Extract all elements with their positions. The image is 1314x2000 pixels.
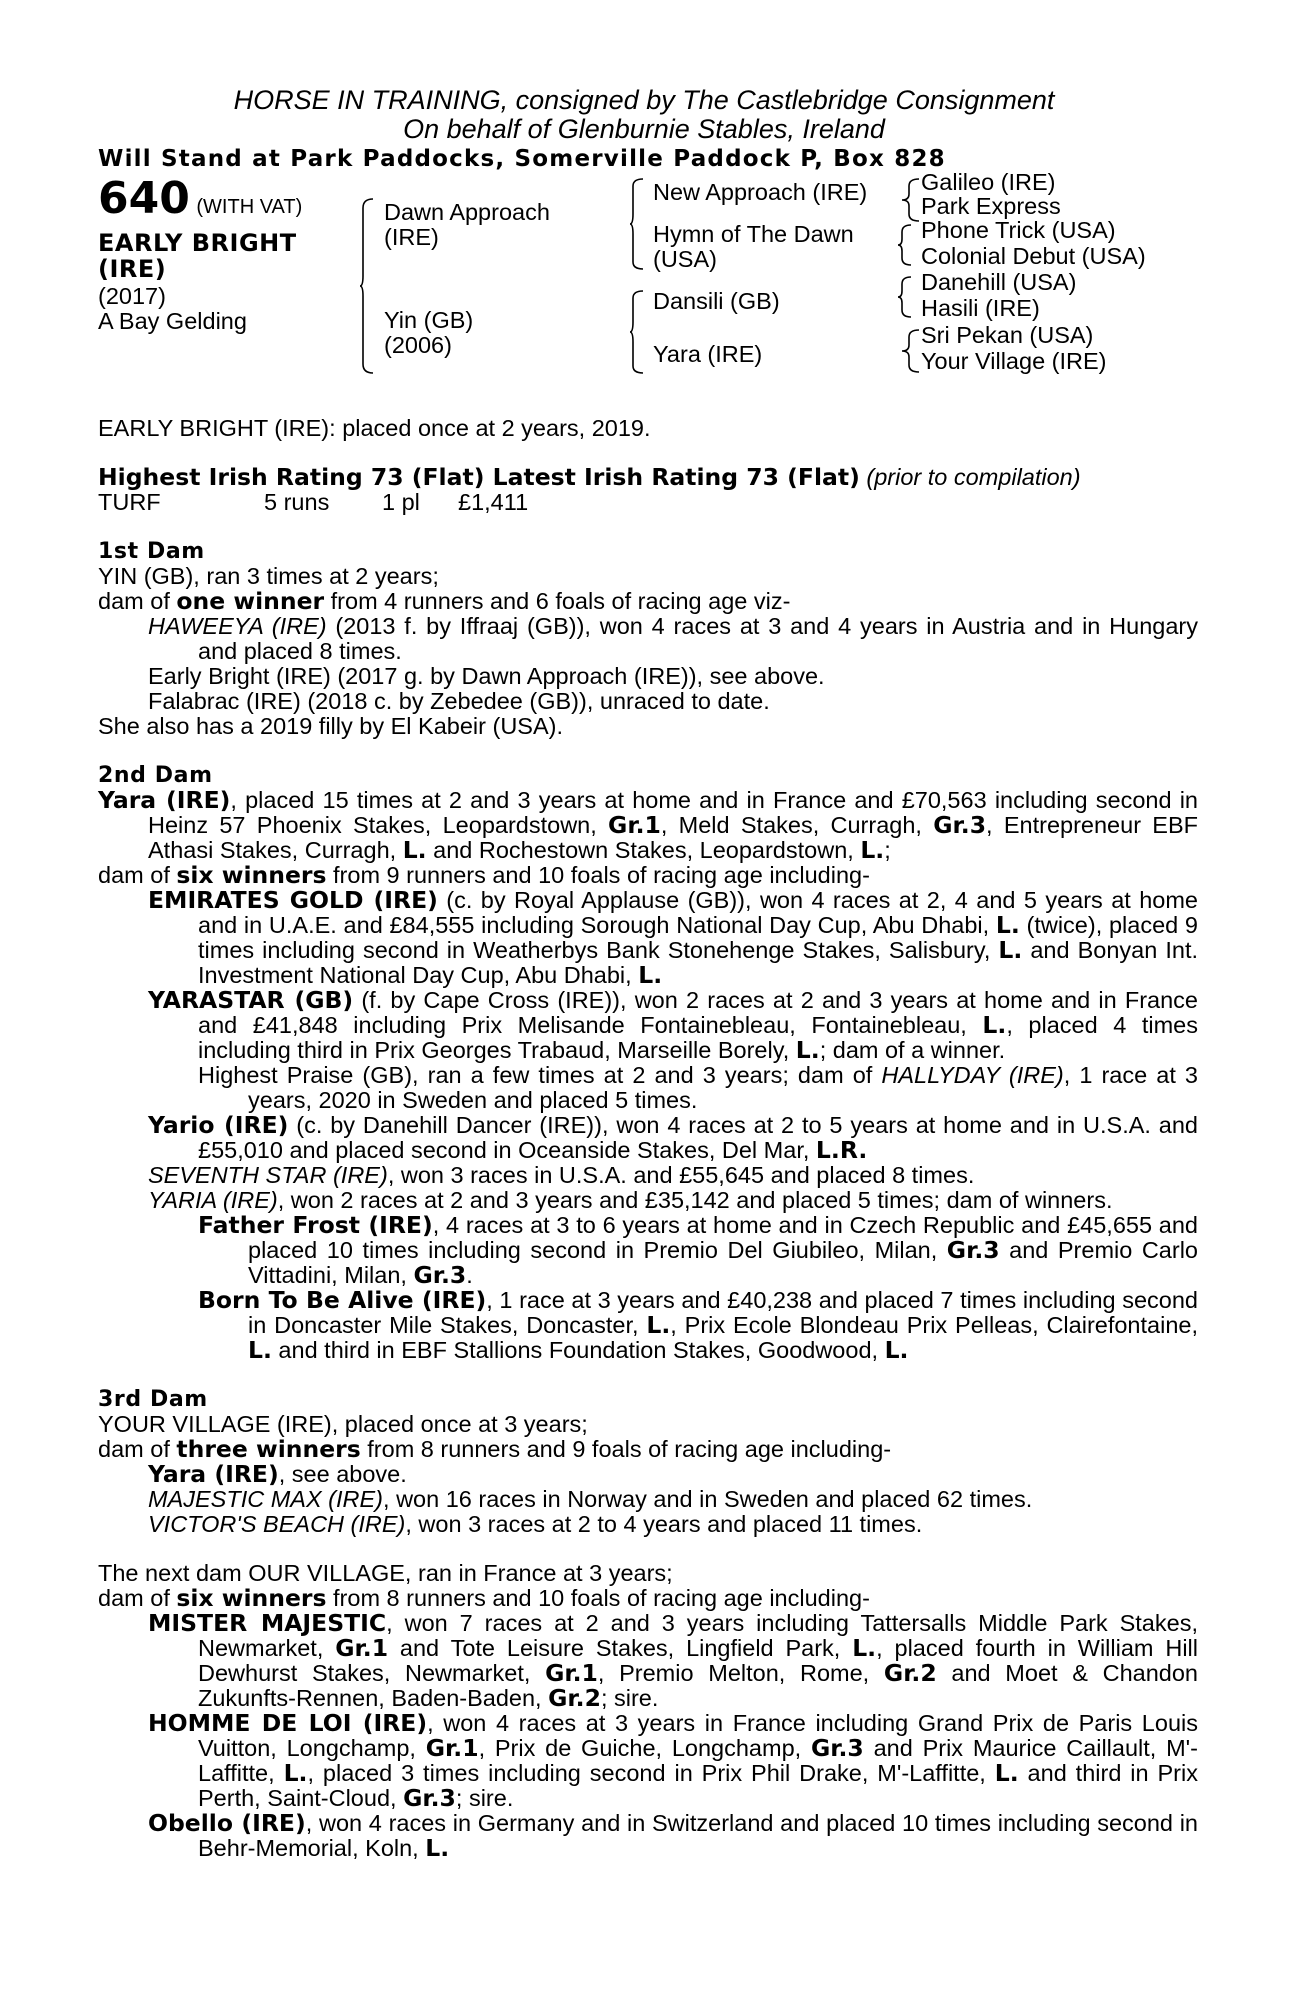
listed-grade: L. — [998, 936, 1023, 964]
text: and Premio Carlo Vittadini, Milan, — [248, 1237, 1198, 1288]
text: , Prix Ecole Blondeau Prix Pelleas, Clairefontaine, — [670, 1312, 1198, 1338]
text: , won 2 races at 2 and 3 years and £35,142 and placed 5 times; dam of winners. — [277, 1187, 1113, 1213]
dam-line1: Yin (GB) — [384, 307, 474, 333]
produce-majestic-max — [98, 1487, 1198, 1512]
third-dam-intro: YOUR VILLAGE (IRE), placed once at 3 years; — [98, 1411, 588, 1437]
winners-count: six winners — [176, 861, 327, 889]
group-grade: Gr.3 — [413, 1261, 467, 1289]
produce-seventh-star — [98, 1163, 1198, 1188]
text: , won 7 races at 2 and 3 years including Tattersalls Middle Park Stakes, Newmarket, — [198, 1610, 1198, 1661]
produce-falabrac: Falabrac (IRE) (2018 c. by Zebedee (GB)), unraced to date. — [148, 688, 770, 714]
text: and Moet & Chandon Zukunfts-Rennen, Baden-Baden, — [198, 1660, 1199, 1711]
group-grade: Gr.2 — [883, 1659, 937, 1687]
ss-dam: Park Express — [921, 193, 1061, 219]
produce-emirates-gold — [98, 888, 1198, 988]
horse-name: Obello (IRE) — [148, 1809, 306, 1837]
text: and Rochestown Stakes, Leopardstown, — [426, 837, 861, 863]
text: , won 3 races at 2 to 4 years and placed 11 times. — [405, 1511, 923, 1537]
vat-note: (WITH VAT) — [196, 196, 303, 218]
runs: 5 runs — [264, 489, 330, 515]
group-grade: Gr.2 — [548, 1684, 601, 1712]
text: , won 4 races in Germany and in Switzerland and placed 10 times including second in Behr-Memorial, Koln, — [198, 1810, 1198, 1861]
text: , see above. — [278, 1461, 407, 1487]
text: , Meld Stakes, Curragh, — [660, 812, 934, 838]
first-dam-intro: YIN (GB), ran 3 times at 2 years; — [98, 563, 439, 589]
text: , placed fourth in William Hill Dewhurst Stakes, Newmarket, — [198, 1635, 1198, 1686]
ds-sire: Danehill (USA) — [921, 269, 1077, 295]
text: dam of — [98, 1585, 177, 1611]
horse-name: HALLYDAY (IRE) — [881, 1062, 1064, 1088]
horse-name: YARASTAR (GB) — [148, 986, 354, 1014]
text: and Prix Maurice Caillault, M'-Laffitte, — [198, 1735, 1198, 1786]
text: , Entrepreneur EBF Athasi Stakes, Curragh, — [148, 812, 1198, 863]
text: , placed 3 times including second in Prix Phil Drake, M'-Laffitte, — [307, 1760, 995, 1786]
produce-yarastar — [98, 988, 1198, 1063]
lot-number-line — [98, 173, 303, 224]
horse-name-line2: (IRE) — [98, 255, 167, 283]
ss-sire: Galileo (IRE) — [921, 169, 1056, 195]
text: ; — [884, 837, 891, 863]
race-summary: EARLY BRIGHT (IRE): placed once at 2 years, 2019. — [98, 415, 651, 441]
text: dam of — [98, 862, 177, 888]
produce-yaria — [98, 1188, 1198, 1213]
dam-sire: Dansili (GB) — [653, 288, 780, 314]
listed-grade: L. — [995, 911, 1020, 939]
text: and third in Prix Perth, Saint-Cloud, — [198, 1760, 1198, 1811]
horse-name: HOMME DE LOI (IRE) — [148, 1709, 428, 1737]
listed-grade: L. — [283, 1759, 308, 1787]
sire-line1: Dawn Approach — [384, 199, 550, 225]
dd-sire: Sri Pekan (USA) — [921, 322, 1094, 348]
produce-victors-beach — [98, 1512, 1198, 1537]
dd-dam: Your Village (IRE) — [921, 348, 1107, 374]
text: ; dam of a winner. — [819, 1037, 1006, 1063]
text: (twice), placed 9 times including second in Weatherbys Bank Stonehenge Stakes, Salisbury, — [198, 912, 1198, 963]
text: , won 4 races at 3 years in France including Grand Prix de Paris Louis Vuitton, Longchamp, — [198, 1710, 1198, 1761]
listed-grade: L.R. — [815, 1136, 868, 1164]
horse-name: SEVENTH STAR (IRE) — [148, 1162, 388, 1188]
horse-name: Father Frost (IRE) — [198, 1211, 433, 1239]
listed-grade: L. — [425, 1834, 450, 1862]
listed-grade: L. — [646, 1311, 671, 1339]
text: , Premio Melton, Rome, — [597, 1660, 884, 1686]
sd-dam: Colonial Debut (USA) — [921, 243, 1146, 269]
horse-name: HAWEEYA (IRE) — [148, 613, 327, 639]
text: and Tote Leisure Stakes, Lingfield Park, — [388, 1635, 853, 1661]
sire-dam-line1: Hymn of The Dawn — [653, 221, 854, 247]
text: (c. by Danehill Dancer (IRE)), won 4 races at 2 to 5 years at home and in U.S.A. and £55,010 and placed second in Oceanside Stakes, Del Mar, — [198, 1112, 1198, 1163]
first-dam-heading: 1st Dam — [98, 539, 205, 564]
text: Highest Praise (GB), ran a few times at 2 and 3 years; dam of — [198, 1062, 882, 1088]
group-grade: Gr.1 — [425, 1734, 479, 1762]
dam-line2: (2006) — [384, 332, 452, 358]
dd-bracket — [898, 329, 920, 373]
second-dam-produce-summary — [98, 863, 1198, 888]
listed-grade: L. — [994, 1759, 1019, 1787]
group-grade: Gr.1 — [335, 1634, 389, 1662]
sire-dam — [653, 222, 854, 272]
sd-bracket — [898, 224, 912, 266]
text: dam of — [98, 1436, 177, 1462]
winners-count: six winners — [176, 1584, 327, 1612]
second-dam-heading: 2nd Dam — [98, 763, 213, 788]
ds-dam: Hasili (IRE) — [921, 295, 1040, 321]
produce-yara — [98, 1462, 1198, 1487]
horse-name: Yario (IRE) — [148, 1111, 289, 1139]
turf-record — [98, 490, 1198, 515]
text: , Prix de Guiche, Longchamp, — [478, 1735, 811, 1761]
stand-location: Will Stand at Park Paddocks, Somerville Paddock P, Box 828 — [98, 146, 946, 172]
text: (2013 f. by Iffraaj (GB)), won 4 races at 3 and 4 years in Austria and in Hungary and placed 8 times. — [198, 613, 1198, 664]
ds-bracket — [898, 276, 912, 318]
horse-description: A Bay Gelding — [98, 308, 247, 334]
placings: 1 pl — [382, 489, 420, 515]
text: dam of — [98, 588, 177, 614]
text: from 8 runners and 10 foals of racing age including- — [326, 1585, 870, 1611]
group-grade: Gr.3 — [933, 811, 987, 839]
horse-name: MISTER MAJESTIC — [148, 1609, 387, 1637]
earnings: £1,411 — [458, 489, 529, 515]
sire-dam-line2: (USA) — [653, 246, 717, 272]
produce-yario — [98, 1113, 1198, 1163]
sire-sire: New Approach (IRE) — [653, 179, 868, 205]
produce-highest-praise — [98, 1063, 1198, 1113]
listed-grade: L. — [860, 836, 885, 864]
sd-sire: Phone Trick (USA) — [921, 217, 1116, 243]
text: (c. by Royal Applause (GB)), won 4 races at 2, 4 and 5 years at home and in U.A.E. and £84,555 including Sorough National Day Cup, Abu Dhabi, — [198, 887, 1198, 938]
foaling-year: (2017) — [98, 283, 166, 309]
next-dam-intro: The next dam OUR VILLAGE, ran in France at 3 years; — [98, 1560, 673, 1586]
produce-haweeya — [98, 614, 1198, 664]
sire-parents-bracket — [630, 178, 644, 270]
lot-number: 640 — [98, 173, 190, 224]
listed-grade: L. — [402, 836, 427, 864]
third-dam-heading: 3rd Dam — [98, 1387, 208, 1412]
produce-obello — [98, 1811, 1198, 1861]
pedigree-block — [98, 169, 1198, 416]
listed-grade: L. — [852, 1634, 877, 1662]
group-grade: Gr.3 — [810, 1734, 864, 1762]
text: , placed 15 times at 2 and 3 years at home and in France and £70,563 including second in Heinz 57 Phoenix Stakes, Leopardstown, — [148, 787, 1198, 838]
text: from 8 runners and 9 foals of racing age including- — [360, 1436, 892, 1462]
horse-name: Yara (IRE) — [148, 1460, 279, 1488]
group-grade: Gr.1 — [608, 811, 661, 839]
listed-grade: L. — [795, 1036, 820, 1064]
sire-line2: (IRE) — [384, 224, 439, 250]
yara-entry — [98, 788, 1198, 863]
on-behalf-line: On behalf of Glenburnie Stables, Ireland — [403, 114, 885, 144]
rating-line — [98, 465, 1198, 490]
sire — [384, 200, 550, 250]
text: , 1 race at 3 years, 2020 in Sweden and placed 5 times. — [248, 1062, 1198, 1113]
rating-bold: Highest Irish Rating 73 (Flat) Latest Irish Rating 73 (Flat) — [98, 463, 860, 491]
dam-parents-bracket — [630, 290, 644, 374]
listed-grade: L. — [982, 1011, 1007, 1039]
group-grade: Gr.3 — [946, 1236, 1000, 1264]
text: and third in EBF Stallions Foundation Stakes, Goodwood, — [271, 1337, 885, 1363]
listed-grade: L. — [638, 961, 663, 989]
produce-father-frost — [98, 1213, 1198, 1288]
horse-name: Yara (IRE) — [98, 786, 231, 814]
horse-name: Born To Be Alive (IRE) — [198, 1286, 487, 1314]
produce-early-bright: Early Bright (IRE) (2017 g. by Dawn Approach (IRE)), see above. — [148, 663, 825, 689]
horse-name-line1: EARLY BRIGHT — [98, 229, 297, 257]
horse-name: YARIA (IRE) — [148, 1187, 278, 1213]
text: ; sire. — [455, 1785, 514, 1811]
text: from 4 runners and 6 foals of racing age viz- — [324, 588, 791, 614]
group-grade: Gr.3 — [403, 1784, 456, 1812]
text: and Bonyan Int. Investment National Day Cup, Abu Dhabi, — [198, 937, 1199, 988]
sire-dam-bracket — [360, 198, 374, 374]
text: , won 16 races in Norway and in Sweden and placed 62 times. — [383, 1486, 1033, 1512]
horse-name: VICTOR'S BEACH (IRE) — [148, 1511, 406, 1537]
listed-grade: L. — [248, 1336, 272, 1364]
text: . — [466, 1262, 473, 1288]
rating-note: (prior to compilation) — [866, 464, 1081, 490]
listed-grade: L. — [884, 1336, 909, 1364]
first-dam-produce-summary — [98, 589, 1198, 614]
horse-name: EMIRATES GOLD (IRE) — [148, 886, 438, 914]
text: ; sire. — [600, 1685, 659, 1711]
first-dam-tail: She also has a 2019 filly by El Kabeir (USA). — [98, 713, 564, 739]
text: , won 3 races in U.S.A. and £55,645 and placed 8 times. — [387, 1162, 975, 1188]
next-dam-produce-summary — [98, 1586, 1198, 1611]
dam — [384, 308, 473, 358]
dam-dam: Yara (IRE) — [653, 341, 763, 367]
consignor-line: HORSE IN TRAINING, consigned by The Castlebridge Consignment — [233, 85, 1055, 115]
winners-count: three winners — [176, 1435, 361, 1463]
produce-mister-majestic — [98, 1611, 1198, 1711]
winners-count: one winner — [176, 587, 325, 615]
text: from 9 runners and 10 foals of racing age including- — [326, 862, 870, 888]
catalogue-page — [98, 86, 1198, 1861]
surface: TURF — [98, 489, 161, 515]
horse-name — [98, 230, 297, 282]
horse-name: MAJESTIC MAX (IRE) — [148, 1486, 384, 1512]
text: , 1 race at 3 years and £40,238 and placed 7 times including second in Doncaster Mile Stakes, Doncaster, — [248, 1287, 1198, 1338]
group-grade: Gr.1 — [545, 1659, 598, 1687]
produce-born-to-be-alive — [98, 1288, 1198, 1363]
text: , placed 4 times including third in Prix Georges Trabaud, Marseille Borely, — [198, 1012, 1198, 1063]
text: , 4 races at 3 to 6 years at home and in Czech Republic and £45,655 and placed 10 times including second in Premio Del Giubileo, Milan, — [248, 1212, 1199, 1263]
ss-bracket — [898, 178, 920, 222]
produce-homme-de-loi — [98, 1711, 1198, 1811]
third-dam-produce-summary — [98, 1437, 1198, 1462]
text: (f. by Cape Cross (IRE)), won 2 races at 2 and 3 years at home and in France and £41,848 including Prix Melisande Fontainebleau, Fontainebleau, — [198, 987, 1198, 1038]
